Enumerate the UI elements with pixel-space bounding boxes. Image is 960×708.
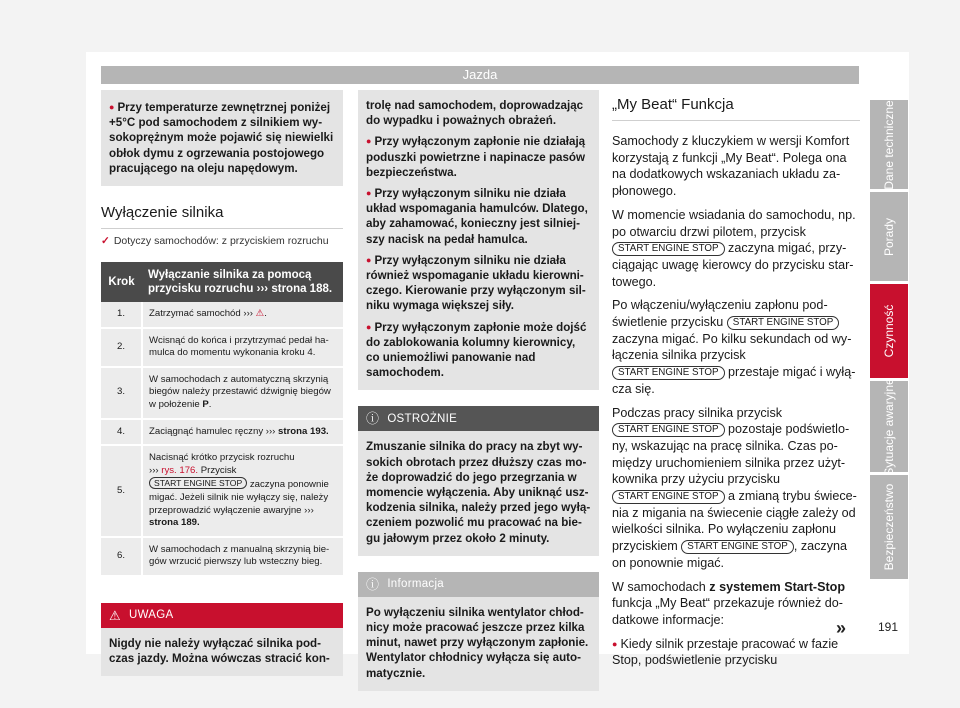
tab-dane-techniczne[interactable]: Dane techniczne: [870, 100, 908, 192]
column-middle: [358, 90, 599, 691]
info-circle-icon: ⓘ: [366, 411, 380, 427]
uwaga-header: ⚠ UWAGA: [101, 603, 343, 628]
table-header-row: [101, 262, 343, 302]
warning-continuation: [101, 90, 343, 186]
start-engine-stop-key: START ENGINE STOP: [681, 540, 794, 554]
list-item: ● Przy wyłączonym zapłonie może dojść do zablokowania kolumny kierownicy, co uniemożliwi panowanie nad samochodem.: [366, 320, 591, 381]
start-engine-stop-key: START ENGINE STOP: [612, 423, 725, 437]
check-icon: ✓: [101, 235, 110, 248]
my-beat-text: Samochody z kluczykiem w wersji Komfort korzystają z funkcji „My Beat“. Polega ona na dodatkowych wskazaniach układu zapłonowego. W momencie wsiadania do samochodu, np. po otwarciu drzwi pilotem, przycisk START ENGINE STOP zaczyna migać, przyciągając uwagę kierowcy do przycisku startowego. Po włączeniu/wyłączeniu zapłonu podświetlenie przycisku START ENGINE STOP zaczyna migać. Po kilku sekundach od wyłączenia silnika przycisk START ENGINE STOP przestaje migać i wyłącza się. Podczas pracy silnika przycisk START ENGINE STOP pozostaje podświetlony, wskazując na pracę silnika. Czas pomiędzy uruchomieniem silnika przez użytkownika przy użyciu przycisku START ENGINE STOP a zmianą trybu świecenia z migania na świecenie ciągłe zależy od wielkości silnika. Po wyłączeniu zapłonu przyciskiem START ENGINE STOP , zaczyna on ponownie migać. W samochodach z systemem Start-Stop funkcja „My Beat“ przekazuje również dodatkowe informacje: ● Kiedy silnik przestaje pracować w fazie Stop, podświetlenie przycisku: [612, 133, 860, 669]
column-right: [612, 90, 860, 676]
start-engine-stop-key: START ENGINE STOP: [727, 316, 840, 330]
uwaga-continuation: trolę nad samochodem, doprowadzając do wypadku i poważnych obrażeń. ● Przy wyłączonym zapłonie nie działają poduszki powietrzne i napinacze pasów bezpieczeństwa. ● Przy wyłączonym silniku nie działa układ wspomagania hamulców. Dlatego, aby zahamować, konieczny jest silniejszy nacisk na pedał hamulca. ● Przy wyłączonym silniku nie działa również wspomaganie układu kierowniczego. Kierowanie przy wyłączonym silniku wymaga większej siły. ● Przy wyłączonym zapłonie może dojść do zablokowania kolumny kierownicy, co uniemożliwi panowanie nad samochodem.: [358, 90, 599, 390]
list-item: ● Przy wyłączonym zapłonie nie działają poduszki powietrzne i napinacze pasów bezpieczeństwa.: [366, 134, 591, 180]
list-item: ● Przy wyłączonym silniku nie działa również wspomaganie układu kierowniczego. Kierowanie przy wyłączonym silniku wymaga większej siły.: [366, 253, 591, 314]
column-header-step: Krok: [101, 262, 142, 302]
next-page-arrow-icon: »: [836, 618, 847, 638]
table-row: 2. Wcisnąć do końca i przytrzymać pedał hamulca do momentu wykonania kroku 4.: [101, 328, 343, 367]
info-box: [358, 572, 599, 691]
warning-triangle-icon: ⚠: [255, 308, 265, 320]
start-engine-stop-key: START ENGINE STOP: [612, 366, 725, 380]
info-icon: ⓘ: [366, 576, 380, 592]
tab-bezpieczenstwo[interactable]: Bezpieczeństwo: [870, 475, 908, 582]
applies-to: ✓ Dotyczy samochodów: z przyciskiem rozruchu: [101, 235, 329, 248]
table-row: 1. Zatrzymać samochód ››› ⚠.: [101, 302, 343, 328]
section-title-my-beat: „My Beat“ Funkcja: [612, 96, 860, 121]
list-item: ● Przy wyłączonym silniku nie działa układ wspomagania hamulców. Dlatego, aby zahamować, konieczny jest silniejszy nacisk na pedał hamulca.: [366, 186, 591, 247]
ostrozne-header: ⓘ OSTROŻNIE: [358, 406, 599, 431]
list-item: ● Kiedy silnik przestaje pracować w fazie Stop, podświetlenie przycisku: [612, 636, 860, 669]
page-number: 191: [878, 620, 899, 634]
uwaga-body: Nigdy nie należy wyłączać silnika podczas jazdy. Można wówczas stracić kon-: [101, 628, 343, 676]
ostrozne-body: Zmuszanie silnika do pracy na zbyt wysokich obrotach przez dłuższy czas może doprowadzić do jego przegrzania w momencie wyłączenia. Aby uniknąć uszkodzenia silnika, należy przed jego wyłączeniem pozwolić mu pracować na biegu jałowym przez około 2 minuty.: [358, 431, 599, 555]
column-left: [101, 90, 343, 676]
ostrozne-box: [358, 406, 599, 555]
warning-triangle-icon: ⚠: [109, 607, 121, 623]
table-row: 4. Zaciągnąć hamulec ręczny ››› strona 193.: [101, 419, 343, 446]
steps-table: [101, 262, 343, 577]
start-engine-stop-key: START ENGINE STOP: [612, 242, 725, 256]
start-engine-stop-key: START ENGINE STOP: [612, 490, 725, 504]
warning-bullet: ● Przy temperaturze zewnętrznej poniżej +5°C pod samochodem z silnikiem wysokoprężnym może pojawić się niewielki obłok dymu z ogrzewania postojowego pracującego na oleju napędowym.: [109, 100, 338, 176]
table-row: 5. Nacisnąć krótko przycisk rozruchu ››› rys. 176. Przycisk START ENGINE STOP zaczyna ponownie migać. Jeżeli silnik nie wyłączy się, należy przeprowadzić wyłączenie awaryjne ››› strona 189.: [101, 445, 343, 537]
page-header: Jazda: [101, 66, 859, 84]
info-body: Po wyłączeniu silnika wentylator chłodnicy może pracować jeszcze przez kilka minut, nawet przy wyłączonym zapłonie. Wentylator chłodnicy wyłącza się automatycznie.: [358, 597, 599, 691]
uwaga-box: [101, 603, 343, 676]
chapter-tabs: [870, 100, 908, 582]
tab-sytuacje-awaryjne[interactable]: Sytuacje awaryjne: [870, 381, 908, 475]
table-row: 3. W samochodach z automatyczną skrzynią biegów należy przestawić dźwignię biegów w położenie P.: [101, 367, 343, 419]
tab-czynnosc[interactable]: Czynność: [870, 284, 908, 381]
info-header: ⓘ Informacja: [358, 572, 599, 597]
tab-porady[interactable]: Porady: [870, 192, 908, 284]
start-engine-stop-key: START ENGINE STOP: [149, 477, 247, 489]
table-row: 6. W samochodach z manualną skrzynią biegów wrzucić pierwszy lub wsteczny bieg.: [101, 537, 343, 576]
column-header-action: Wyłączanie silnika za pomocą przycisku rozruchu ››› strona 188.: [142, 262, 343, 302]
section-title-engine-off: Wyłączenie silnika: [101, 204, 343, 229]
